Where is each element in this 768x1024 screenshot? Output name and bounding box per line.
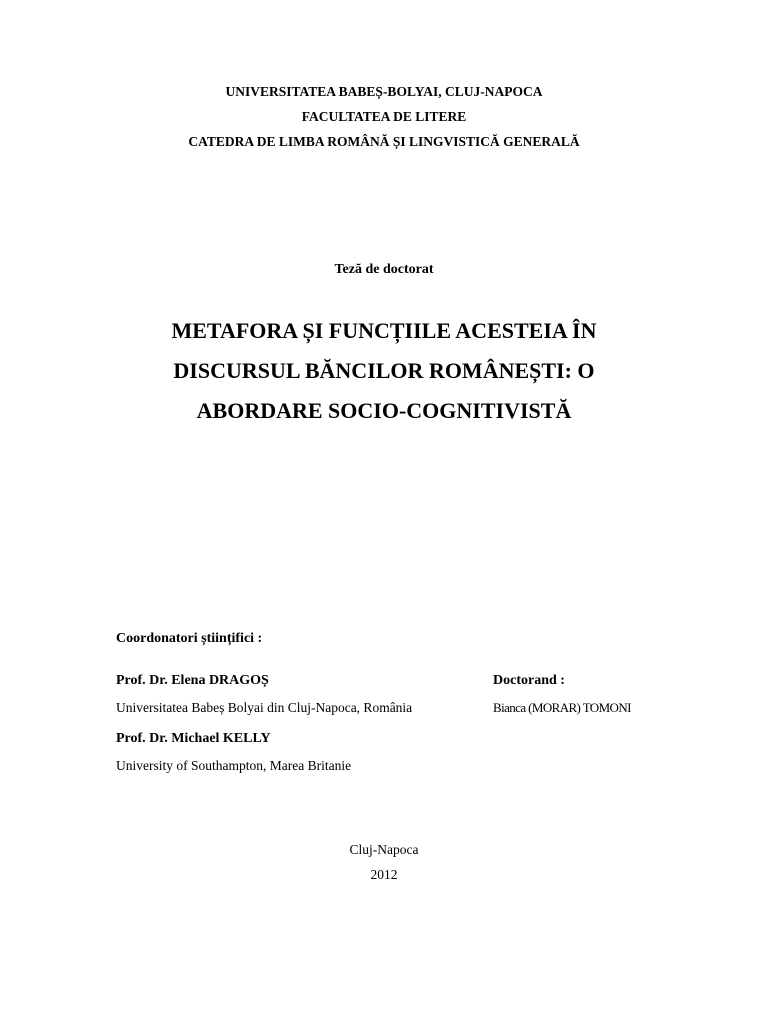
footer-city: Cluj-Napoca	[349, 842, 419, 857]
supervisor-2-name: Prof. Dr. Michael KELLY	[116, 731, 271, 746]
supervisors-label: Coordonatori științifici :	[116, 631, 263, 646]
candidate-label: Doctorand :	[493, 673, 565, 688]
candidate-name: Bianca (MORAR) TOMONI	[493, 700, 631, 715]
thesis-type: Teză de doctorat	[334, 262, 434, 277]
footer-year: 2012	[370, 867, 398, 882]
title-line-2: DISCURSUL BĂNCILOR ROMÂNEȘTI: O	[173, 358, 595, 383]
supervisor-1-name: Prof. Dr. Elena DRAGOȘ	[116, 673, 269, 688]
department-name: CATEDRA DE LIMBA ROMÂNĂ ȘI LINGVISTICĂ GENERALĂ	[188, 134, 580, 149]
title-line-3: ABORDARE SOCIO-COGNITIVISTĂ	[196, 398, 572, 423]
university-name: UNIVERSITATEA BABEȘ-BOLYAI, CLUJ-NAPOCA	[225, 84, 543, 99]
title-line-1: METAFORA ȘI FUNCȚIILE ACESTEIA ÎN	[171, 318, 597, 343]
faculty-name: FACULTATEA DE LITERE	[301, 109, 467, 124]
supervisor-1-affiliation: Universitatea Babeș Bolyai din Cluj-Napoca, România	[116, 700, 413, 715]
supervisor-2-affiliation: University of Southampton, Marea Britanie	[116, 758, 352, 773]
